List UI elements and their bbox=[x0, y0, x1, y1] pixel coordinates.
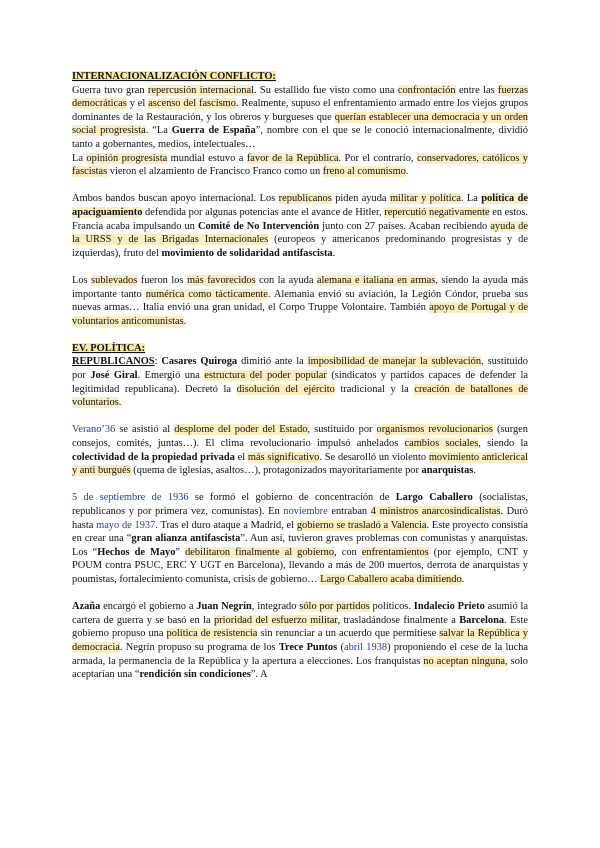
bold-underlined-term: REPUBLICANOS bbox=[72, 356, 155, 368]
text: sin renunciar a un acuerdo que permitiese bbox=[257, 628, 440, 640]
document-page bbox=[72, 70, 528, 682]
text: (socialistas, republicanos y por primera vez, comunistas). En bbox=[72, 492, 528, 517]
text: entre las bbox=[455, 84, 498, 96]
section-evolucion-politica bbox=[72, 342, 528, 682]
date-text: abril 1938 bbox=[343, 641, 388, 653]
text: . Alemania envió su aviación, la Legión Cóndor, prueba sus nuevas armas… Italia envió una gran unidad, el Corpo Truppe Volontaire. También bbox=[72, 288, 529, 314]
text: . Negrín propuso su programa de los bbox=[119, 641, 279, 653]
bold-term: anarquistas bbox=[421, 465, 474, 477]
text: . La bbox=[460, 193, 482, 205]
text: políticos. bbox=[369, 601, 414, 613]
highlight: numérica como tácticamente bbox=[145, 288, 268, 300]
highlight: enfrentamientos bbox=[361, 546, 429, 558]
bold-term: Juan Negrín bbox=[196, 601, 252, 613]
highlight: querían establecer una democracia y un orden social progresista bbox=[72, 111, 528, 137]
highlight: más favorecidos bbox=[186, 274, 256, 286]
highlight: apoyo de Portugal y de voluntarios anticomunistas bbox=[72, 302, 528, 327]
highlight: 4 ministros anarcosindicalistas bbox=[370, 506, 501, 517]
highlight: salvar la República y democracia bbox=[72, 628, 528, 653]
highlight: estructura del poder popular bbox=[204, 370, 327, 382]
highlight: sublevados bbox=[91, 274, 138, 286]
bold-term: Hechos de Mayo bbox=[97, 546, 176, 558]
text: piden ayuda bbox=[331, 193, 390, 205]
highlight: ayuda de la URSS y de las Brigadas Internacionales bbox=[72, 220, 528, 246]
text: (europeos y americanos predominando progresistas y de izquierdas), fruto del bbox=[72, 234, 528, 259]
heading-internacionalizacion: INTERNACIONALIZACIÓN CONFLICTO: bbox=[72, 71, 276, 82]
bold-term: Largo Caballero bbox=[395, 492, 473, 504]
text: se formó el gobierno de concentración de bbox=[188, 492, 396, 504]
text: La bbox=[72, 152, 87, 164]
highlight: favor de la República bbox=[246, 152, 339, 164]
highlight: repercutió negativamente bbox=[384, 206, 490, 218]
text: (surgen consejos, comités, juntas…). El clima revolucionario impulsó anhelados bbox=[72, 424, 528, 450]
text: ”. Aun así, tuvieron graves problemas con comunistas y anarquistas. Los “ bbox=[72, 533, 528, 558]
text: ”. A bbox=[250, 669, 268, 681]
highlight: no aceptan ninguna bbox=[423, 655, 506, 667]
highlight: fuerzas democráticas bbox=[72, 84, 528, 110]
text: fueron los bbox=[137, 274, 187, 286]
highlight: más significativo bbox=[247, 451, 320, 463]
bold-term: Casares Quiroga bbox=[161, 356, 238, 368]
highlight: organismos revolucionarios bbox=[376, 424, 493, 436]
highlight: debilitaron finalmente al gobierno bbox=[185, 546, 335, 558]
text: encargó el gobierno a bbox=[100, 601, 197, 613]
text: . bbox=[118, 397, 122, 409]
highlight: desplome del poder del Estado bbox=[174, 424, 308, 436]
text: ”, nombre con el que se le conoció internacionalmente, dividió tanto a gobernantes, medios, intelectuales… bbox=[72, 125, 528, 150]
date-text: 5 de septiembre de 1936 bbox=[72, 492, 189, 504]
bold-highlight: política de apaciguamiento bbox=[72, 193, 528, 218]
text: , trasladándose finalmente a bbox=[337, 614, 460, 626]
text: ” bbox=[175, 546, 186, 558]
text: . bbox=[461, 573, 465, 585]
text: (por ejemplo, CNT y POUM contra PSUC, ERC Y UGT en Barcelona), llevando a más de 200 muertos, derrota de anarquistas y poumistas, fortalecimiento comunista, crisis de gobierno… bbox=[72, 546, 529, 585]
text: entraban bbox=[327, 506, 371, 517]
text: ( bbox=[337, 641, 344, 653]
text: . “La bbox=[145, 125, 172, 137]
highlight: ascenso del fascismo bbox=[148, 98, 236, 110]
text: . Este proyecto consistía en crear una “ bbox=[72, 519, 528, 545]
highlight: repercusión internacional bbox=[147, 84, 254, 96]
text: junto con 27 países. Acaban recibiendo bbox=[319, 220, 491, 232]
paragraph-republicanos bbox=[72, 355, 528, 409]
highlight: republicanos bbox=[278, 193, 332, 205]
text: Guerra tuvo gran bbox=[72, 84, 148, 96]
text: y el bbox=[126, 98, 149, 110]
text: . bbox=[183, 315, 187, 327]
text: . Se desarolló un violento bbox=[319, 451, 429, 463]
text: . bbox=[405, 166, 409, 178]
text: . Este gobierno propuso una bbox=[72, 614, 528, 640]
text: defendida por algunas potencias ante el avance de Hitler, bbox=[142, 206, 385, 218]
text: , con bbox=[334, 546, 362, 558]
text: . bbox=[473, 465, 476, 477]
paragraph-opinion bbox=[72, 152, 528, 179]
bold-term: Trece Puntos bbox=[278, 641, 338, 653]
highlight: opinión progresista bbox=[86, 152, 168, 164]
text: . Tras el duro ataque a Madrid, el bbox=[155, 519, 297, 531]
highlight: cambios sociales bbox=[404, 438, 479, 450]
text: (sindicatos y partidos capaces de defender la legitimidad republicana). Decretó la bbox=[72, 370, 528, 395]
paragraph-repercusion bbox=[72, 84, 528, 152]
text: Ambos bandos buscan apoyo internacional. Los bbox=[72, 193, 279, 205]
highlight: imposibilidad de manejar la sublevación bbox=[307, 356, 482, 368]
highlight: confrontación bbox=[397, 84, 456, 96]
text: . Por el contrario, bbox=[338, 152, 417, 164]
bold-term: movimiento de solidaridad antifascista bbox=[161, 247, 333, 259]
highlight: movimiento anticlerical y anti burgués bbox=[72, 451, 528, 477]
highlight: sólo por partidos bbox=[299, 601, 370, 613]
text: . Realmente, supuso el enfrentamiento armado entre los viejos grupos dominantes de la Restauración, y los obreros y burgueses que bbox=[72, 98, 528, 123]
bold-term: José Giral bbox=[90, 370, 138, 382]
highlight: disolución del ejército bbox=[236, 383, 335, 395]
text: asumió la cartera de guerra y se basó en la bbox=[72, 601, 528, 626]
bold-term: colectividad de la propiedad privada bbox=[72, 451, 235, 463]
bold-term: rendición sin condiciones bbox=[139, 669, 251, 681]
text: ) proponiendo el cese de la lucha armada, la permanencia de la República y la apertura a elecciones. Los franquistas bbox=[72, 641, 529, 667]
text: (quema de iglesias, asaltos…), protagonizados mayoritariamente por bbox=[130, 465, 422, 477]
date-text: mayo de 1937 bbox=[96, 519, 156, 531]
bold-term: Guerra de España bbox=[171, 125, 256, 137]
paragraph-verano-36 bbox=[72, 423, 528, 477]
paragraph-sublevados bbox=[72, 274, 528, 328]
text: Los bbox=[72, 274, 92, 286]
text: , solo aceptarían una “ bbox=[72, 655, 528, 681]
paragraph-largo-caballero bbox=[72, 491, 528, 586]
text: , sustituido por bbox=[307, 424, 377, 436]
highlight: gobierno se trasladó a Valencia bbox=[296, 519, 427, 531]
text: . Su estallido fue visto como una bbox=[253, 84, 398, 96]
text: . bbox=[332, 247, 336, 259]
text: , integrado bbox=[251, 601, 300, 613]
highlight: alemana e italiana en armas bbox=[316, 274, 436, 286]
text: : bbox=[154, 356, 162, 368]
text: . Emergió una bbox=[137, 370, 205, 382]
highlight: prioridad del esfuerzo militar bbox=[214, 614, 338, 626]
bold-term: gran alianza antifascista bbox=[131, 533, 241, 545]
highlight: política de resistencia bbox=[166, 628, 258, 640]
text: en estos. Francia acaba impulsando un bbox=[72, 206, 529, 232]
text: , siendo la bbox=[478, 438, 529, 450]
text: con la ayuda bbox=[255, 274, 317, 286]
highlight: conservadores, católicos y fascistas bbox=[72, 152, 529, 178]
text: mundial estuvo a bbox=[167, 152, 247, 164]
date-text: Verano’36 bbox=[72, 424, 116, 436]
bold-term: Comité de No Intervención bbox=[197, 220, 320, 232]
paragraph-negrin bbox=[72, 600, 528, 682]
highlight: militar y política bbox=[389, 193, 461, 205]
bold-term: Azaña bbox=[72, 601, 101, 613]
text: , sustituido por bbox=[72, 356, 528, 382]
text: vieron el alzamiento de Francisco Franco como un bbox=[107, 166, 323, 178]
text: se asistió al bbox=[115, 424, 175, 436]
paragraph-apoyo-internacional bbox=[72, 192, 528, 260]
heading-ev-politica: EV. POLÍTICA: bbox=[72, 342, 146, 354]
highlight: creación de batallones de voluntarios bbox=[72, 383, 528, 409]
bold-term: Barcelona bbox=[459, 614, 505, 626]
text: dimitió ante la bbox=[237, 356, 308, 368]
section-internacionalizacion bbox=[72, 70, 528, 328]
highlight: Largo Caballero acaba dimitiendo bbox=[320, 573, 462, 585]
text: tradicional y la bbox=[334, 383, 415, 395]
text: el bbox=[234, 451, 248, 463]
bold-term: Indalecio Prieto bbox=[413, 601, 485, 613]
text: , siendo la ayuda más importante tanto bbox=[72, 274, 528, 300]
text: . Duró hasta bbox=[72, 506, 528, 531]
date-text: noviembre bbox=[283, 506, 328, 517]
highlight: freno al comunismo bbox=[322, 166, 406, 178]
